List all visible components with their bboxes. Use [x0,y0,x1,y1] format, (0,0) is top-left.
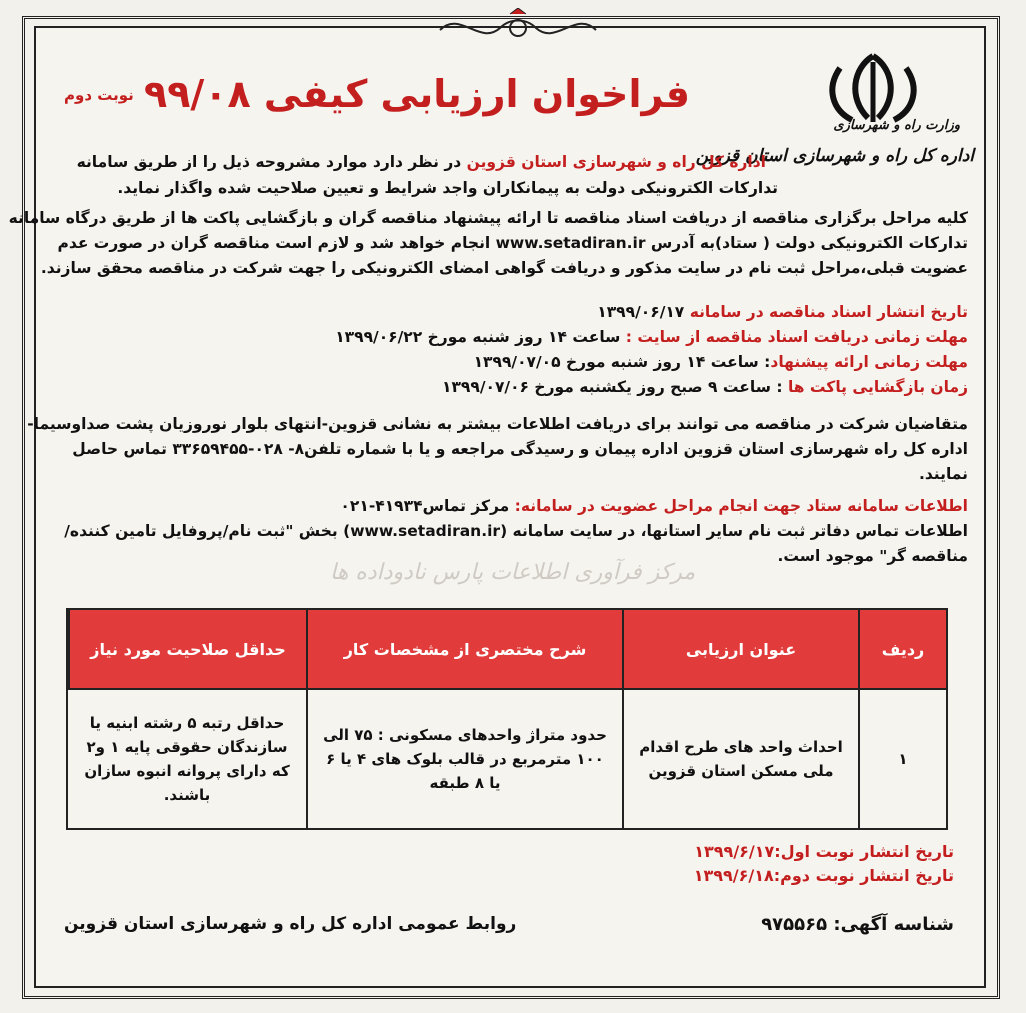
emblem-icon [818,48,928,148]
registration-label: اطلاعات سامانه ستاد جهت انجام مراحل عضویت در سامانه: [514,497,968,515]
intro-line-2: تدارکات الکترونیکی دولت به پیمانکاران واجد شرایط و تعیین صلاحیت شده واگذار نماید. [117,179,778,197]
date-row [68,350,968,375]
contact-line: اداره کل راه شهرسازی استان قزوین اداره پیمان و رسیدگی مراجعه و یا با شماره تلفن۸- ۰۲۸-۳۳۶۵۹۴۵۵ تماس حاصل [72,440,968,458]
table-header-qualification: حداقل صلاحیت مورد نیاز [68,610,306,690]
date-row [68,300,968,325]
registration-line: مناقصه گر" موجود است. [777,547,968,565]
call-center: مرکز تماس۴۱۹۳۴-۰۲۱ [340,497,515,515]
procedure-paragraph [8,206,968,281]
table-cell: احداث واحد های طرح اقدام ملی مسکن استان قزوین [622,690,858,828]
public-relations: روابط عمومی اداره کل راه و شهرسازی استان قزوین [64,914,517,934]
registration-paragraph [64,494,968,569]
ornament-icon [430,8,606,48]
round-label: نوبت دوم [64,86,134,104]
procedure-line: کلیه مراحل برگزاری مناقصه از دریافت اسناد مناقصه تا ارائه پیشنهاد مناقصه گران و بازگشایی پاکت ها از طریق درگاه سامانه [8,209,968,227]
registration-line [68,494,968,519]
table-header-row-number: ردیف [858,610,946,690]
contact-line: متقاضیان شرکت در مناقصه می توانند برای دریافت اطلاعات بیشتر به نشانی قزوین-انتهای بلوار نوروزیان پشت صداوسیما- [27,415,968,433]
evaluation-table [66,608,948,830]
department-name: اداره کل راه و شهرسازی استان قزوین [695,146,974,166]
date-row [68,375,968,400]
procedure-text: تدارکات الکترونیکی دولت ( ستاد)به آدرس [645,234,968,252]
agency-name: اداره کل راه و شهرسازی استان قزوین [466,153,766,171]
date-row [68,325,968,350]
procedure-line: عضویت قبلی،مراحل ثبت نام در سایت مذکور و دریافت گواهی امضای الکترونیکی را جهت شرکت در مناقصه محقق سازند. [40,259,968,277]
first-publication-date: تاریخ انتشار نوبت اول:۱۳۹۹/۶/۱۷ [694,842,954,861]
date-value: ۱۳۹۹/۰۶/۱۷ [597,303,690,321]
date-label: مهلت زمانی دریافت اسناد مناقصه از سایت : [625,328,968,346]
table-header-title: عنوان ارزیابی [622,610,858,690]
ministry-name: وزارت راه و شهرسازی [833,118,960,133]
date-value: : ساعت ۹ صبح روز یکشنبه مورخ ۱۳۹۹/۰۷/۰۶ [441,378,788,396]
table-cell: حداقل رتبه ۵ رشته ابنیه یا سازندگان حقوقی پایه ۱ و۲ که دارای پروانه انبوه سازان باشند. [84,714,290,804]
intro-line-1 [6,150,766,175]
date-value: : ساعت ۱۴ روز شنبه مورخ ۱۳۹۹/۰۷/۰۵ [473,353,771,371]
table-cell: ۱ [858,690,946,828]
date-label: مهلت زمانی ارائه پیشنهاد [770,353,968,371]
contact-line: نمایند. [918,465,968,483]
date-label: زمان بازگشایی پاکت ها [787,378,968,396]
ad-id: شناسه آگهی: ۹۷۵۵۶۵ [761,914,954,935]
dates-block [68,300,968,400]
registration-line: اطلاعات تماس دفاتر ثبت نام سایر استانها، در سایت سامانه (www.setadiran.ir) بخش "ثبت نام/پروفایل تامین کننده/ [64,522,968,540]
setad-link[interactable]: www.setadiran.ir [495,234,646,252]
table-cell: حدود متراژ واحدهای مسکونی : ۷۵ الی ۱۰۰ مترمربع در قالب بلوک های ۴ یا ۶ یا ۸ طبقه [306,690,622,828]
table-header-description: شرح مختصری از مشخصات کار [306,610,622,690]
contact-paragraph [27,412,968,487]
intro-text: در نظر دارد موارد مشروحه ذیل را از طریق سامانه [76,153,467,171]
watermark-text: مرکز فرآوری اطلاعات پارس نادوداده ها [330,560,696,585]
date-value: ساعت ۱۴ روز شنبه مورخ ۱۳۹۹/۰۶/۲۲ [335,328,626,346]
second-publication-date: تاریخ انتشار نوبت دوم:۱۳۹۹/۶/۱۸ [693,866,954,885]
procedure-line [57,231,968,256]
date-label: تاریخ انتشار اسناد مناقصه در سامانه [689,303,968,321]
procedure-text: انجام خواهد شد و لازم است مناقصه گران در صورت عدم [57,234,496,252]
notice-title: فراخوان ارزیابی کیفی ۹۹/۰۸ [144,72,690,116]
